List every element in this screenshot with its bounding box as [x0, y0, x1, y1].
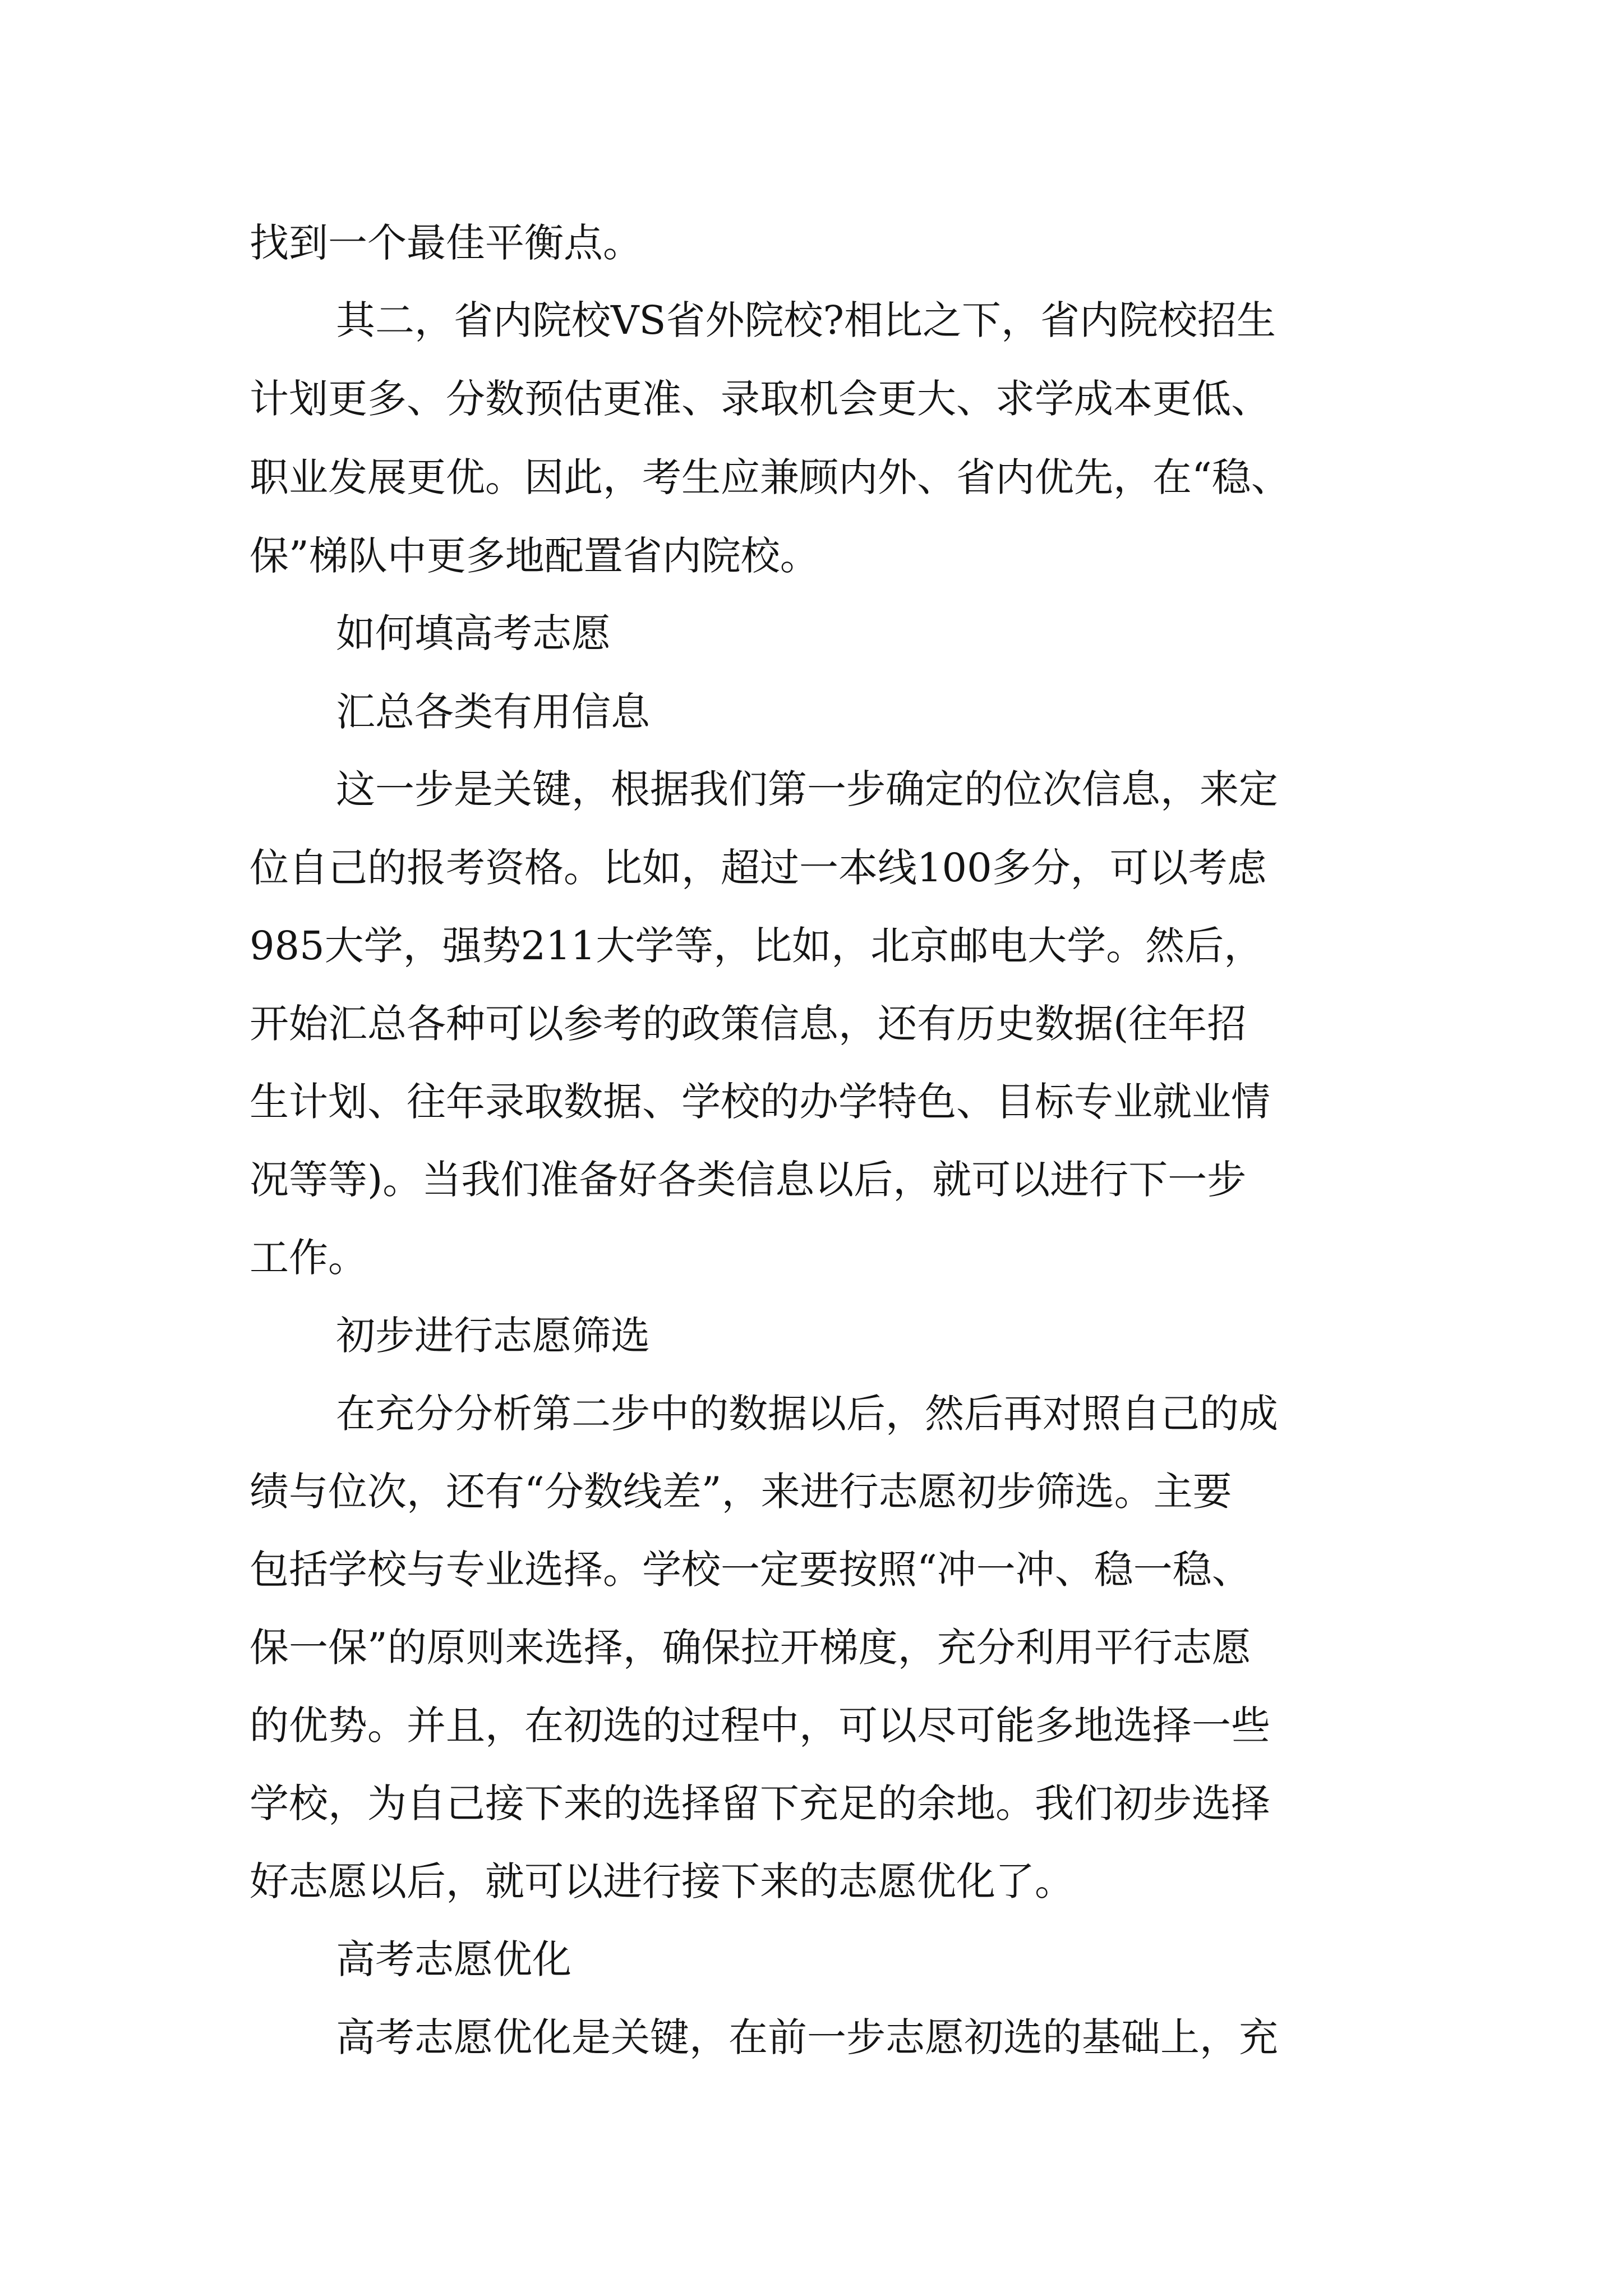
section-heading: 高考志愿优化	[336, 1936, 571, 1982]
paragraph-line: 况等等)。当我们准备好各类信息以后，就可以进行下一步	[250, 1157, 1247, 1203]
paragraph-line: 保”梯队中更多地配置省内院校。	[250, 533, 819, 579]
section-heading: 如何填高考志愿	[336, 610, 611, 656]
paragraph-line: 找到一个最佳平衡点。	[250, 220, 642, 266]
paragraph-line: 开始汇总各种可以参考的政策信息，还有历史数据(往年招	[250, 1001, 1247, 1047]
paragraph-line: 这一步是关键，根据我们第一步确定的位次信息，来定	[336, 766, 1278, 812]
paragraph-line: 学校，为自己接下来的选择留下充足的余地。我们初步选择	[250, 1780, 1270, 1826]
paragraph-line: 好志愿以后，就可以进行接下来的志愿优化了。	[250, 1858, 1074, 1904]
paragraph-line: 位自己的报考资格。比如，超过一本线100多分，可以考虑	[250, 845, 1267, 891]
paragraph-line: 计划更多、分数预估更准、录取机会更大、求学成本更低、	[250, 376, 1270, 422]
section-heading: 初步进行志愿筛选	[336, 1313, 650, 1359]
paragraph-line: 在充分分析第二步中的数据以后，然后再对照自己的成	[336, 1391, 1278, 1437]
paragraph-line: 保一保”的原则来选择，确保拉开梯度，充分利用平行志愿	[250, 1625, 1251, 1671]
paragraph-line: 高考志愿优化是关键，在前一步志愿初选的基础上，充	[336, 2014, 1278, 2060]
paragraph-line: 其二，省内院校VS省外院校?相比之下，省内院校招生	[336, 297, 1276, 343]
paragraph-line: 985大学，强势211大学等，比如，北京邮电大学。然后，	[250, 923, 1264, 969]
paragraph-line: 生计划、往年录取数据、学校的办学特色、目标专业就业情	[250, 1079, 1270, 1125]
paragraph-line: 的优势。并且，在初选的过程中，可以尽可能多地选择一些	[250, 1703, 1270, 1749]
section-heading: 汇总各类有用信息	[336, 689, 650, 735]
paragraph-line: 职业发展更优。因此，考生应兼顾内外、省内优先，在“稳、	[250, 454, 1290, 500]
paragraph-line: 包括学校与专业选择。学校一定要按照“冲一冲、稳一稳、	[250, 1547, 1251, 1593]
paragraph-line: 绩与位次，还有“分数线差”，来进行志愿初步筛选。主要	[250, 1469, 1232, 1515]
paragraph-line: 工作。	[250, 1235, 367, 1281]
